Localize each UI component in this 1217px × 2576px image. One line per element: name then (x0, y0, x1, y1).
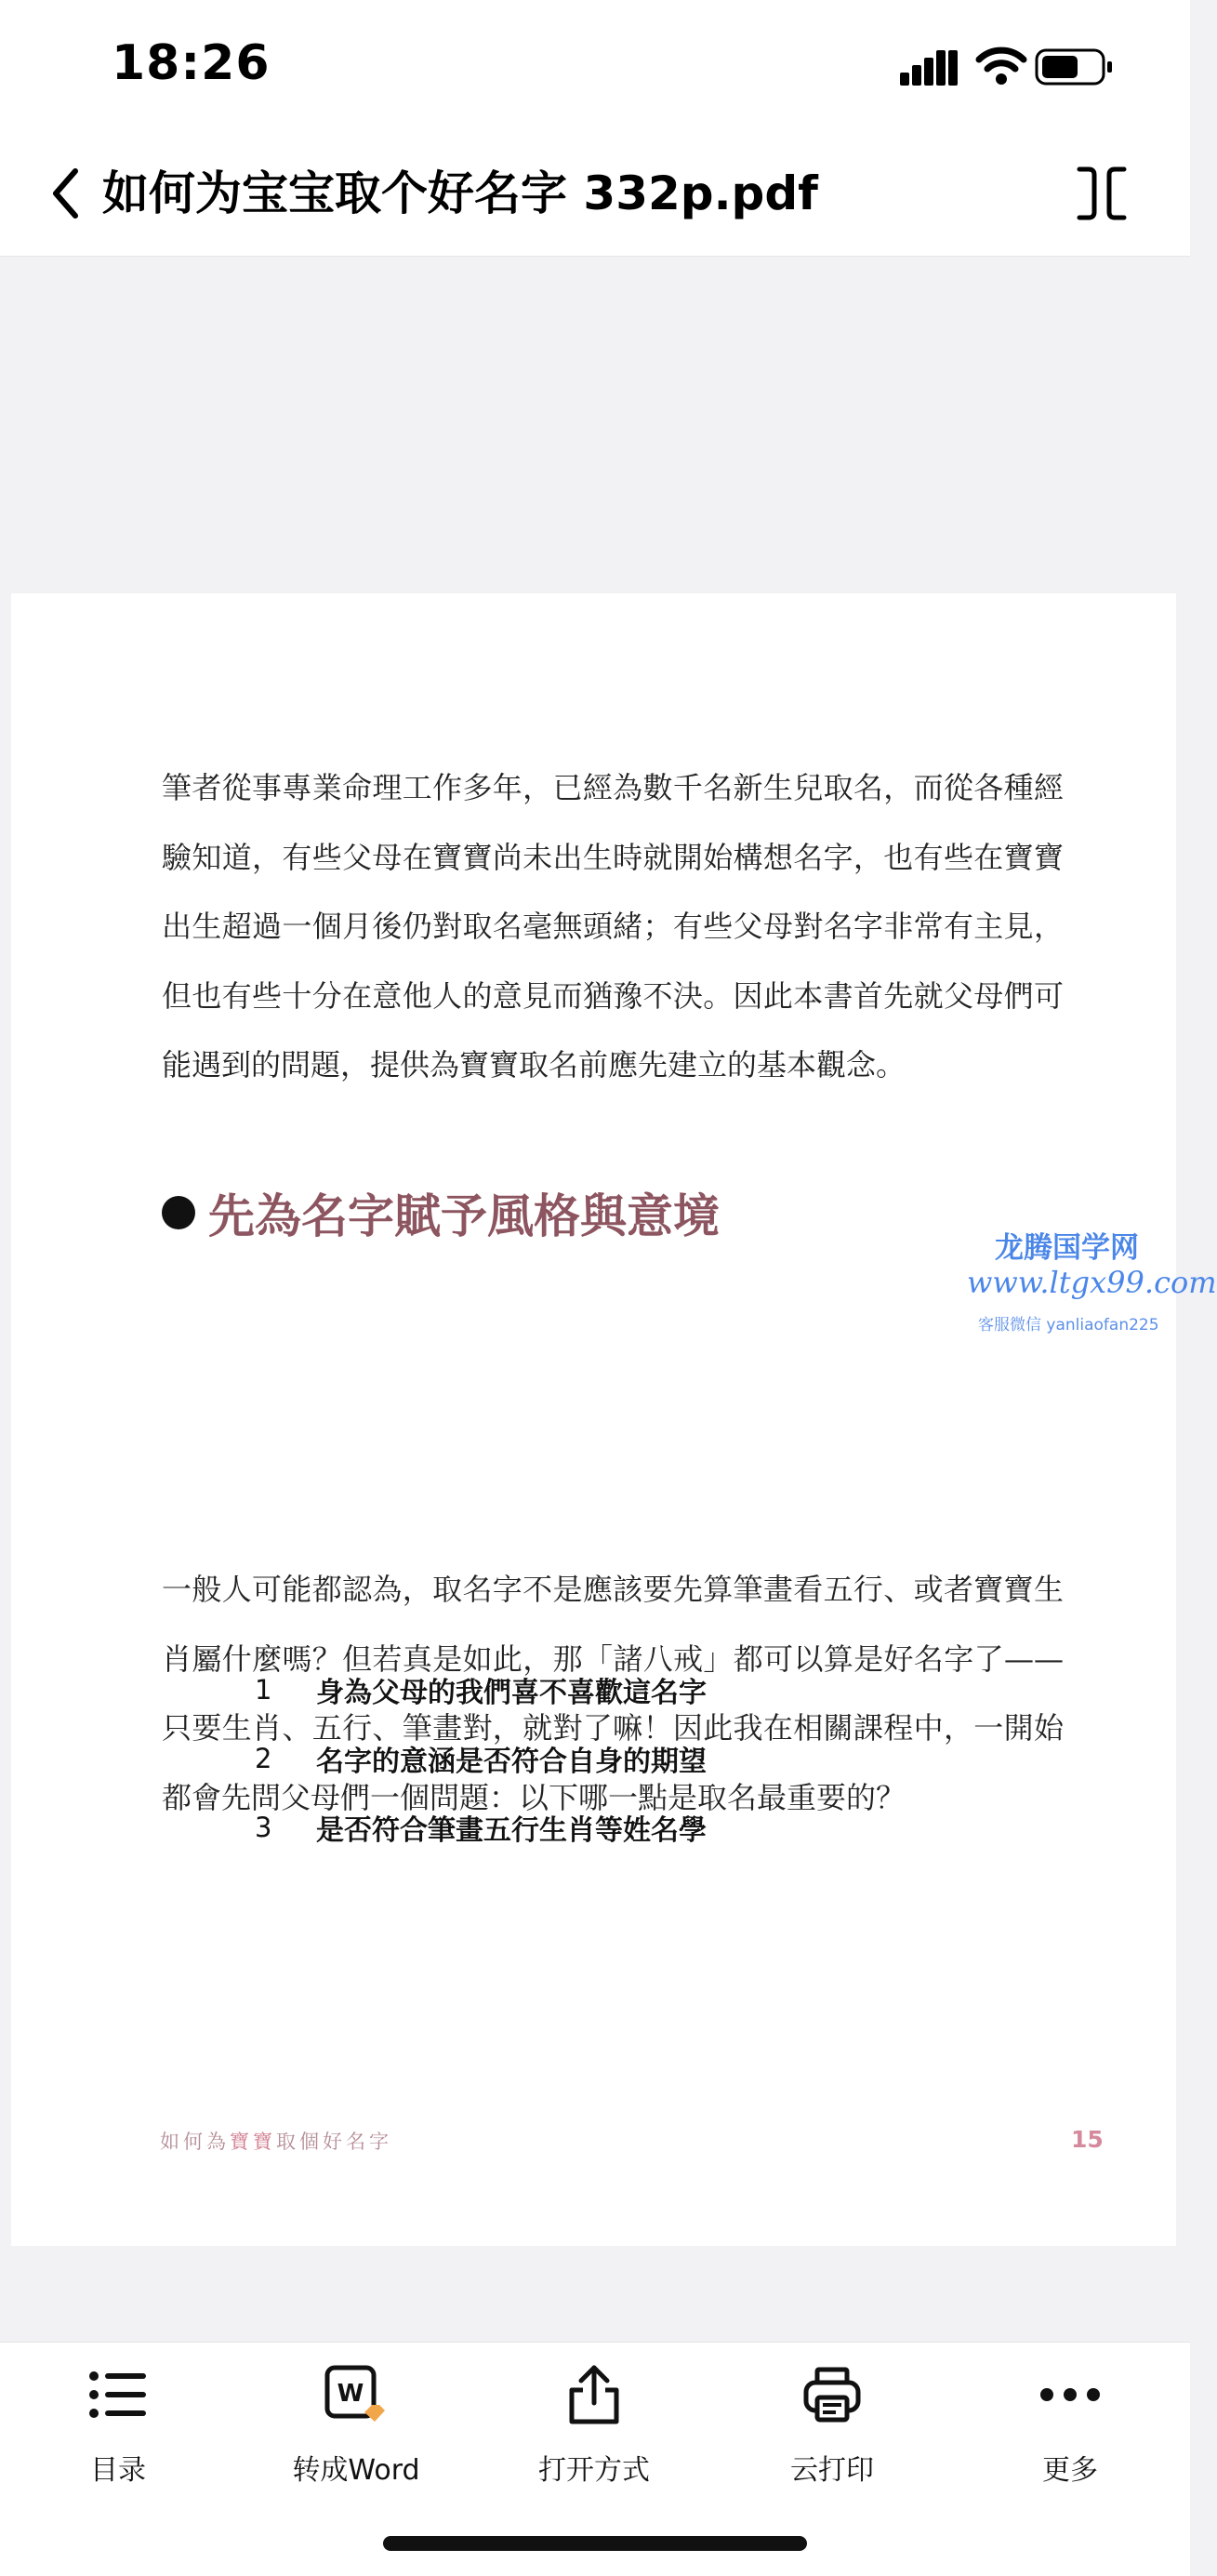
body-paragraph: 一般人可能都認為，取名字不是應該要先算筆畫看五行、或者寶寶生肖屬什麼嗎？但若真是如此，那「諸八戒」都可以算是好名字了——只要生肖、五行、筆畫對，就對了嘛！因此我在相關課程中，一開始都會先問父母們一個問題：以下哪一點是取名最重要的？ (162, 1572, 1064, 1815)
list-icon (88, 2369, 148, 2421)
list-item (255, 1724, 707, 1793)
watermark-title: 龙腾国学网 (995, 1231, 1139, 1265)
toolbar-label: 打开方式 (538, 2454, 650, 2487)
printer-icon (802, 2366, 862, 2423)
section-heading (162, 1179, 720, 1246)
pdf-page[interactable] (11, 593, 1176, 2246)
toolbar-label: 更多 (1042, 2454, 1098, 2487)
battery-icon (1035, 48, 1115, 86)
expand-icon (1076, 166, 1128, 221)
fullscreen-button[interactable] (1069, 158, 1134, 229)
watermark (937, 1224, 1217, 1335)
toolbar-catalog-button[interactable] (16, 2361, 220, 2501)
list-item-text: 身為父母的我們喜不喜歡這名字 (316, 1677, 707, 1709)
toolbar-more-button[interactable] (968, 2361, 1172, 2501)
page-footer-title (160, 2127, 392, 2155)
numbered-list (255, 1655, 707, 1862)
list-item-text: 名字的意涵是否符合自身的期望 (316, 1746, 707, 1778)
section-heading-text: 先為名字賦予風格與意境 (208, 1188, 720, 1243)
bullet-dot (162, 1196, 195, 1229)
more-icon (1039, 2387, 1101, 2402)
footer-title-accent: 寶寶 (230, 2131, 276, 2153)
body-paragraph: 筆者從事專業命理工作多年，已經為數千名新生兒取名，而從各種經驗知道，有些父母在寶寶尚未出生時就開始構想名字，也有些在寶寶出生超過一個月後仍對取名毫無頭緒；有些父母對名字非常有主見，但也有些十分在意他人的意見而猶豫不決。因此本書首先就父母們可能遇到的問題，提供為寶寶取名前應先建立的基本觀念。 (162, 770, 1064, 1082)
list-item-number: 3 (255, 1812, 272, 1843)
status-time: 18:26 (112, 35, 271, 91)
home-indicator[interactable] (383, 2536, 807, 2551)
footer-title-part: 取個好名字 (276, 2131, 392, 2153)
back-button[interactable] (37, 160, 93, 227)
toolbar-cloud-print-button[interactable] (730, 2361, 934, 2501)
share-icon (564, 2364, 624, 2425)
toolbar-open-with-button[interactable] (492, 2361, 696, 2501)
toolbar-label: 目录 (90, 2454, 146, 2487)
status-bar (0, 0, 1190, 139)
toolbar-label: 转成Word (292, 2454, 420, 2487)
cellular-signal-icon (900, 48, 958, 86)
svg-text:W: W (337, 2380, 364, 2408)
watermark-url: www.ltgx99.com (967, 1265, 1217, 1300)
toolbar-label: 云打印 (790, 2454, 874, 2487)
watermark-contact: 客服微信 yanliaofan225 (978, 1316, 1159, 1334)
page-number: 15 (1071, 2126, 1104, 2153)
list-item-number: 2 (255, 1743, 272, 1774)
nav-bar (0, 139, 1190, 257)
toolbar-convert-word-button[interactable] (254, 2361, 458, 2501)
wifi-icon (976, 45, 1026, 86)
list-item (255, 1793, 707, 1862)
list-item (255, 1655, 707, 1724)
chevron-left-icon (50, 167, 80, 219)
list-item-number: 1 (255, 1674, 272, 1706)
footer-title-part: 如何為 (160, 2131, 230, 2153)
word-icon (324, 2364, 389, 2425)
document-title: 如何为宝宝取个好名字 332p.pdf (102, 166, 818, 220)
list-item-text: 是否符合筆畫五行生肖等姓名學 (316, 1814, 707, 1847)
